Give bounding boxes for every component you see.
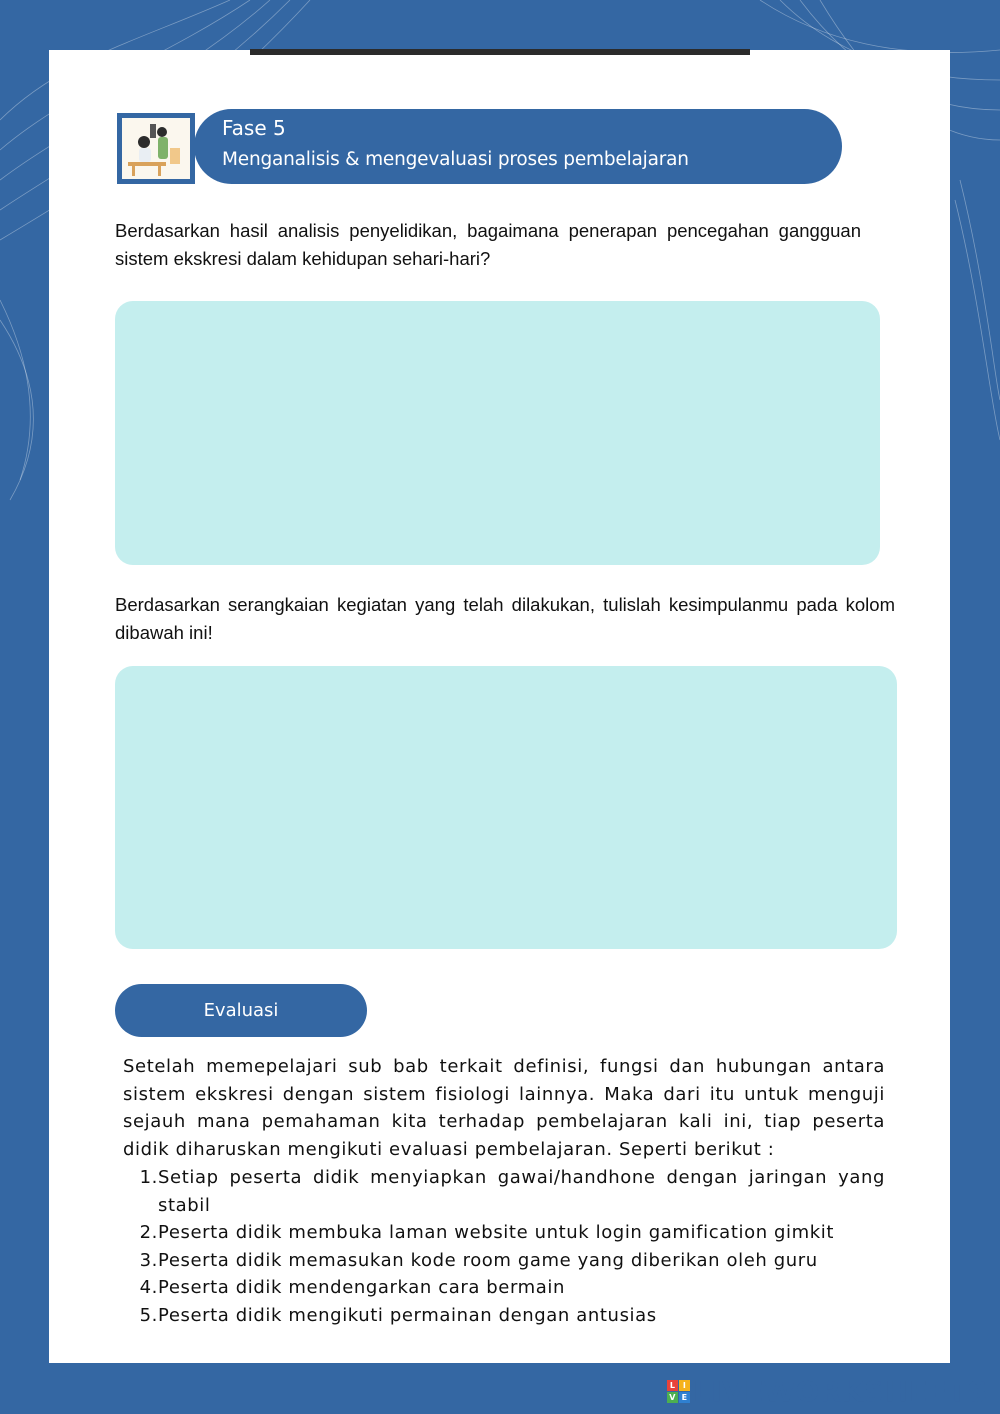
evaluation-heading: Evaluasi (115, 984, 367, 1037)
scientist-illustration-icon (122, 118, 190, 179)
phase-title: Menganalisis & mengevaluasi proses pembelajaran (222, 149, 689, 170)
list-item: 2. Peserta didik membuka laman website untuk login gamification gimkit (139, 1222, 835, 1243)
list-item: 1. Setiap peserta didik menyiapkan gawai/handhone dengan jaringan yang stabil (139, 1167, 885, 1216)
header-illustration (117, 113, 195, 184)
liveworksheets-logo[interactable] (667, 1375, 988, 1408)
question-1: Berdasarkan hasil analisis penyelidikan, bagaimana penerapan pencegahan gangguan sistem ekskresi dalam kehidupan sehari-hari? (115, 220, 861, 269)
top-bar (250, 49, 750, 55)
answer-box-1[interactable] (115, 301, 880, 565)
list-item: 5. Peserta didik mengikuti permainan dengan antusias (139, 1304, 657, 1326)
answer-box-2[interactable] (115, 666, 897, 949)
list-item: 3. Peserta didik memasukan kode room game yang diberikan oleh guru (139, 1249, 818, 1271)
phase-number: Fase 5 (222, 116, 286, 140)
evaluation-steps (123, 1164, 885, 1329)
header-banner (194, 109, 842, 184)
evaluation-intro: Setelah memepelajari sub bab terkait definisi, fungsi dan hubungan antara sistem ekskresi dengan sistem fisiologi lainnya. Maka dari itu untuk menguji sejauh mana pemahaman kita terhadap pembelajaran kali ini, tiap peserta didik diharuskan mengikuti evaluasi pembelajaran. Seperti berikut : (123, 1056, 885, 1160)
question-2: Berdasarkan serangkaian kegiatan yang telah dilakukan, tulislah kesimpulanmu pada kolom dibawah ini! (115, 594, 895, 643)
list-item: 4. Peserta didik mendengarkan cara bermain (139, 1277, 566, 1298)
logo-grid-icon: L I V E (667, 1380, 690, 1403)
brand-name: LIVEWORKSHEETS (692, 1375, 988, 1408)
